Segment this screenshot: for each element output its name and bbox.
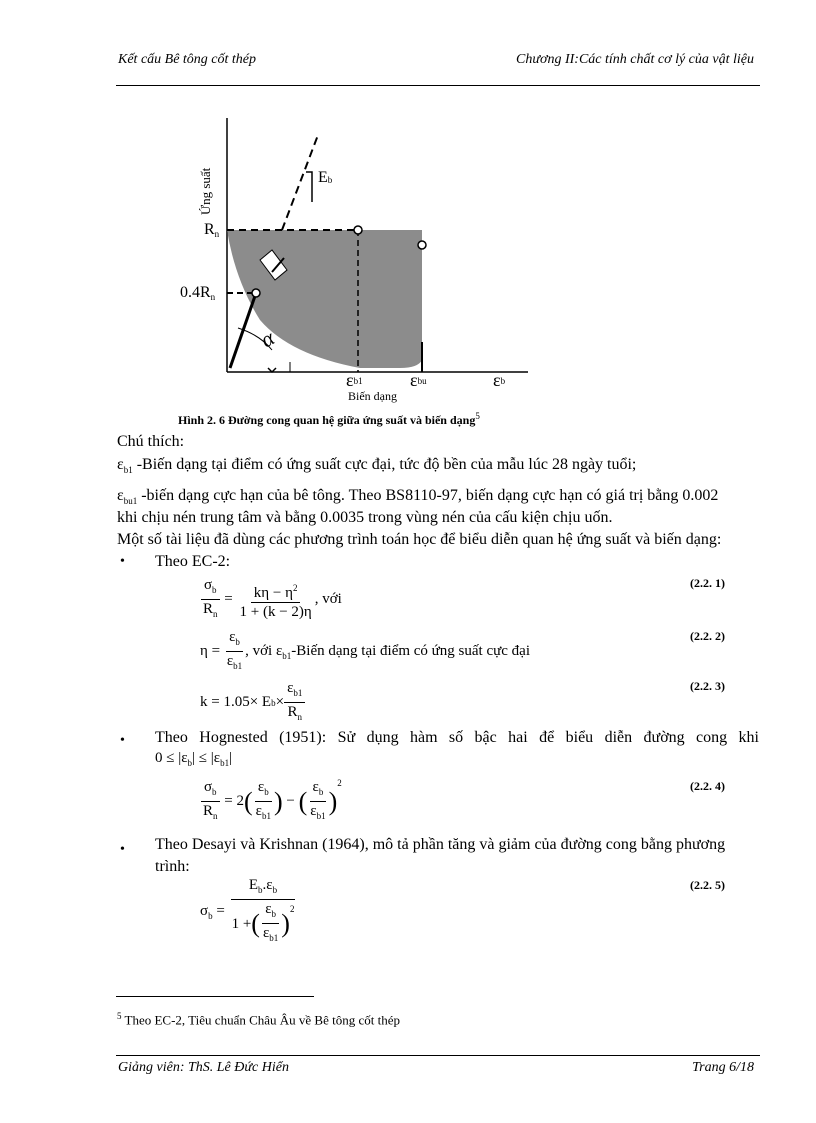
equation-2-2-5: $\sigma_b$ = $E_b.\varepsilon_b$ 1 + ( $\frac{\varepsilon_b}{\varepsilon_{b1}}$ ) $^2$ [200, 877, 295, 943]
eps-b-label: εb [493, 370, 506, 390]
figure-caption: Hình 2. 6 Đường cong quan hệ giữa ứng suất và biến dạng$^5$ [178, 411, 480, 427]
header-right: Chương II:Các tính chất cơ lý của vật liệu [516, 52, 754, 67]
x-axis-label: Biến dạng [348, 389, 397, 403]
point-04rn [252, 289, 260, 297]
note-eb1: $\varepsilon_{b1}$ -Biến dạng tại điểm có ứng suất cực đại, tức độ bền của mẫu lúc 28 ngày tuổi; [117, 456, 637, 476]
rn-label: Rn [204, 221, 220, 239]
footer-right: Trang 6/18 [692, 1060, 754, 1075]
eq-number-2: (2.2. 2) [690, 629, 725, 643]
eps-b1-label: εb1 [346, 370, 363, 390]
alpha-label: α [256, 324, 279, 353]
notes-title: Chú thích: [117, 433, 185, 450]
header-left: Kết cấu Bê tông cốt thép [118, 52, 257, 67]
note-ebu-cont: khi chịu nén trung tâm và bằng 0.0035 trong vùng nén của cấu kiện chịu uốn. [117, 509, 613, 526]
equation-2-2-1: $\frac{\sigma_b}{R_n}$ = $\frac{k\eta - \eta^2}{1 + (k - 2)\eta}$ , với [200, 576, 342, 623]
eq-number-1: (2.2. 1) [690, 576, 725, 590]
y-axis-label: Ứng suất [198, 167, 213, 215]
footnote-rule [116, 996, 314, 997]
bullet-desayi-cont: trình: [155, 858, 190, 875]
bullet-dot: • [120, 842, 125, 857]
footer-rule [116, 1055, 760, 1056]
point-rn [354, 226, 362, 234]
point-ebu [418, 241, 426, 249]
bullet-hognested: Theo Hognested (1951): Sử dụng hàm số bậc hai để biểu diễn đường cong khi [155, 729, 759, 746]
eq-number-5: (2.2. 5) [690, 878, 725, 892]
equation-2-2-4: $\frac{\sigma_b}{R_n}$ = 2 ( $\frac{\varepsilon_b}{\varepsilon_{b1}}$ ) − ( $\frac{\varepsilon_b}{\varepsilon_{b1}}$ ) 2 [200, 778, 342, 825]
secant-line [230, 296, 255, 368]
bullet-ec2: Theo EC-2: [155, 553, 231, 570]
eq-number-3: (2.2. 3) [690, 679, 725, 693]
equation-2-2-3: k = 1.05× E b × $\frac{\varepsilon_{b1}}{R_n}$ [200, 679, 305, 726]
intro-text: Một số tài liệu đã dùng các phương trình toán học để biểu diễn quan hệ ứng suất và biến dạng: [117, 531, 722, 548]
stress-region [227, 230, 422, 368]
stress-strain-figure [160, 110, 540, 410]
bullet-dot: • [120, 733, 125, 748]
eb-triangle [306, 172, 312, 202]
eq-number-4: (2.2. 4) [690, 779, 725, 793]
header-rule [116, 85, 760, 86]
note-ebu: $\varepsilon_{bu1}$ -biến dạng cực hạn của bê tông. Theo BS8110-97, biến dạng cực hạn có giá trị bằng 0.002 [117, 487, 719, 507]
rn04-label: 0.4Rn [180, 284, 216, 302]
hognested-range: $0 \le |\varepsilon_b| \le |\varepsilon_{b1}|$ [155, 750, 233, 768]
footer-left: Giảng viên: ThS. Lê Đức Hiển [118, 1060, 289, 1075]
equation-2-2-2: η = $\frac{\varepsilon_b}{\varepsilon_{b1}}$ , với $\varepsilon_{b1}$ -Biến dạng tại điểm có ứng suất cực đại [200, 629, 530, 671]
bullet-desayi: Theo Desayi và Krishnan (1964), mô tả phần tăng và giảm của đường cong bằng phương [155, 836, 726, 853]
bullet-dot: • [120, 554, 125, 569]
eps-bu-label: εbu [410, 370, 427, 390]
footnote: $^5$ Theo EC-2, Tiêu chuẩn Châu Âu về Bê tông cốt thép [117, 1011, 401, 1028]
eb-label: Eb [318, 169, 333, 186]
